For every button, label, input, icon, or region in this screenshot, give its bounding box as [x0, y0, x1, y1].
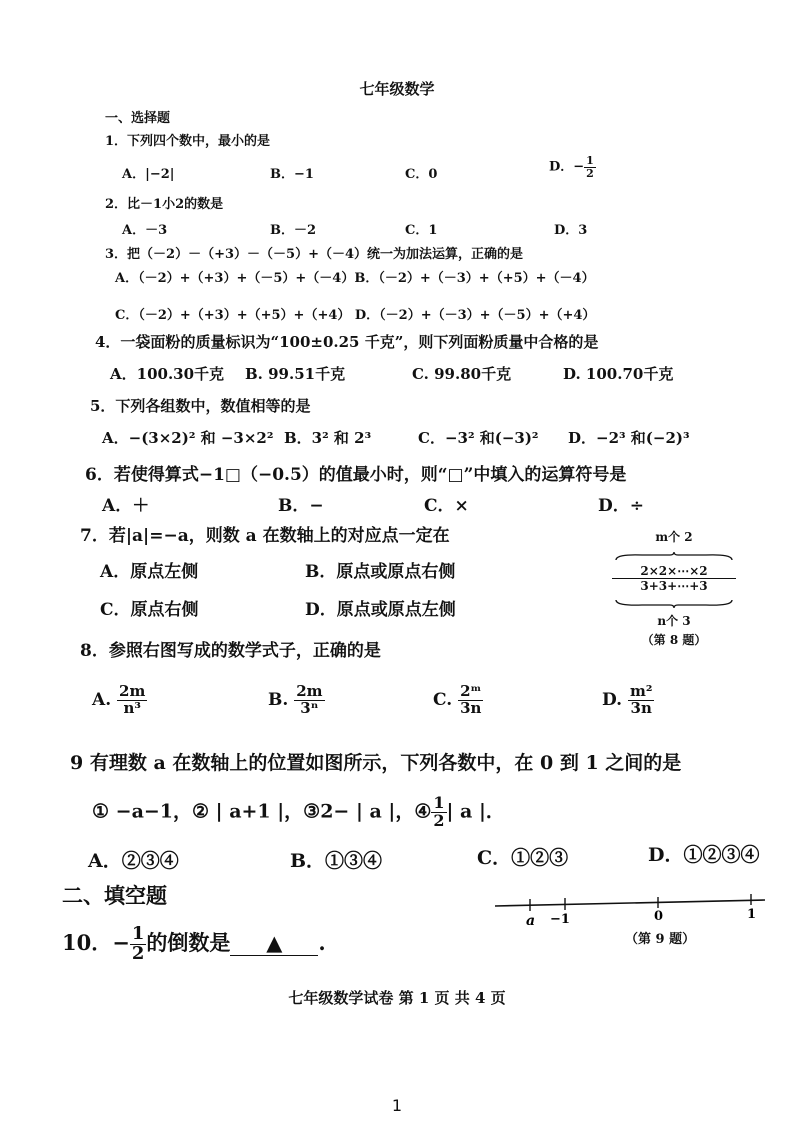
fig8-numerator: 2×2×⋯×2 — [612, 564, 736, 579]
fig8-bottom-brace — [612, 600, 736, 608]
fig8-bottom-label: n个 3 — [657, 614, 691, 628]
label-1: 1 — [747, 907, 757, 922]
q3-options-ab: A．（－2）+（+3）+（－5）+（－4）B．（－2）+（－3）+（+5）+（－4） — [115, 271, 595, 286]
q10: 10．− $\frac{1}{2}$ 的倒数是 ▲ . — [62, 923, 326, 964]
q4-option-c: C. 99.80千克 — [412, 365, 512, 383]
q1-option-d: D．− $\frac{1}{2}$ — [549, 154, 594, 180]
fig8-top-brace — [612, 552, 736, 560]
q4-option-b: B. 99.51千克 — [245, 365, 346, 383]
q3-stem: 3．把（－2）－（+3）－（－5）+（－4）统一为加法运算，正确的是 — [105, 247, 524, 262]
q9-option-b: B．①③④ — [290, 850, 383, 872]
fig8-top-label: m个 2 — [655, 530, 693, 544]
q5-stem: 5．下列各组数中，数值相等的是 — [90, 397, 311, 415]
label-0: 0 — [654, 909, 664, 924]
q2-option-c: C．1 — [405, 223, 438, 238]
q5-option-b: B．3² 和 2³ — [284, 429, 372, 447]
q3-options-cd: C．（－2）+（+3）+（+5）+（+4） D．（－2）+（－3）+（－5）+（+4） — [115, 308, 596, 323]
q10-answer-blank: ▲ — [230, 930, 318, 956]
q8-option-d: D. $\frac{\text{m²}}{3n}$ — [602, 682, 653, 717]
q7-option-a: A．原点左侧 — [100, 562, 199, 582]
q6-option-a: A．＋ — [102, 496, 150, 516]
q5-option-a: A．−(3×2)² 和 −3×2² — [102, 429, 274, 447]
page-number: 1 — [391, 1096, 403, 1115]
q2-option-b: B．－2 — [270, 223, 317, 238]
q1-option-a: A．|−2| — [122, 167, 175, 182]
q8-stem: 8．参照右图写成的数学式子，正确的是 — [80, 641, 381, 661]
q4-stem: 4．一袋面粉的质量标识为“100±0.25 千克”，则下列面粉质量中合格的是 — [95, 333, 599, 351]
q8-option-a: A. $\frac{2m}{\text{n³}}$ — [92, 682, 146, 717]
q9-option-a: A．②③④ — [88, 850, 179, 872]
q8-option-b: B. $\frac{2m}{\text{3ⁿ}}$ — [268, 682, 323, 717]
section-fill-heading: 二、填空题 — [62, 883, 167, 908]
figure-8 — [612, 528, 736, 648]
section-choice-heading: 一、选择题 — [105, 111, 171, 126]
fig9-caption: （第 9 题） — [625, 932, 696, 947]
q6-option-c: C．× — [424, 496, 469, 516]
q6-option-b: B．− — [278, 496, 324, 516]
q9-option-c: C．①②③ — [477, 847, 569, 869]
label-a: a — [526, 913, 536, 929]
q1-option-c: C．0 — [405, 167, 438, 182]
q2-stem: 2．比－1小2的数是 — [105, 197, 224, 212]
q6-option-d: D．÷ — [598, 496, 644, 516]
page-footer: 七年级数学试卷 第 1 页 共 4 页 — [288, 989, 506, 1007]
label-minus-1: −1 — [550, 912, 570, 927]
fig8-denominator: 3+3+⋯+3 — [640, 579, 708, 593]
figure-9-number-line — [490, 892, 770, 932]
q5-option-c: C．−3² 和(−3)² — [418, 429, 539, 447]
q4-option-a: A．100.30千克 — [110, 365, 225, 383]
q6-stem: 6．若使得算式−1□（−0.5）的值最小时，则“□”中填入的运算符号是 — [85, 465, 627, 485]
q1-option-b: B．−1 — [270, 167, 314, 182]
q2-option-d: D．3 — [554, 223, 588, 238]
q8-option-c: C. $\frac{\text{2ᵐ}}{3n}$ — [433, 682, 482, 717]
q7-option-d: D．原点或原点左侧 — [305, 600, 456, 620]
q2-option-a: A．－3 — [122, 223, 168, 238]
number-line-axis — [495, 900, 765, 906]
q9-stem: 9 有理数 a 在数轴上的位置如图所示，下列各数中，在 0 到 1 之间的是 — [70, 752, 682, 774]
page-title: 七年级数学 — [359, 80, 435, 98]
q7-option-b: B．原点或原点右侧 — [305, 562, 456, 582]
q4-option-d: D. 100.70千克 — [563, 365, 674, 383]
q7-option-c: C．原点右侧 — [100, 600, 199, 620]
q5-option-d: D．−2³ 和(−2)³ — [568, 429, 690, 447]
q9-items: ① −a−1，② | a+1 |，③2− | a |，④ $\frac{1}{2}$ | a |． — [92, 793, 505, 830]
fig8-caption: （第 8 题） — [641, 633, 707, 647]
q9-option-d: D．①②③④ — [648, 844, 760, 866]
q7-stem: 7．若|a|=−a，则数 a 在数轴上的对应点一定在 — [80, 526, 450, 546]
q1-stem: 1．下列四个数中，最小的是 — [105, 134, 271, 149]
